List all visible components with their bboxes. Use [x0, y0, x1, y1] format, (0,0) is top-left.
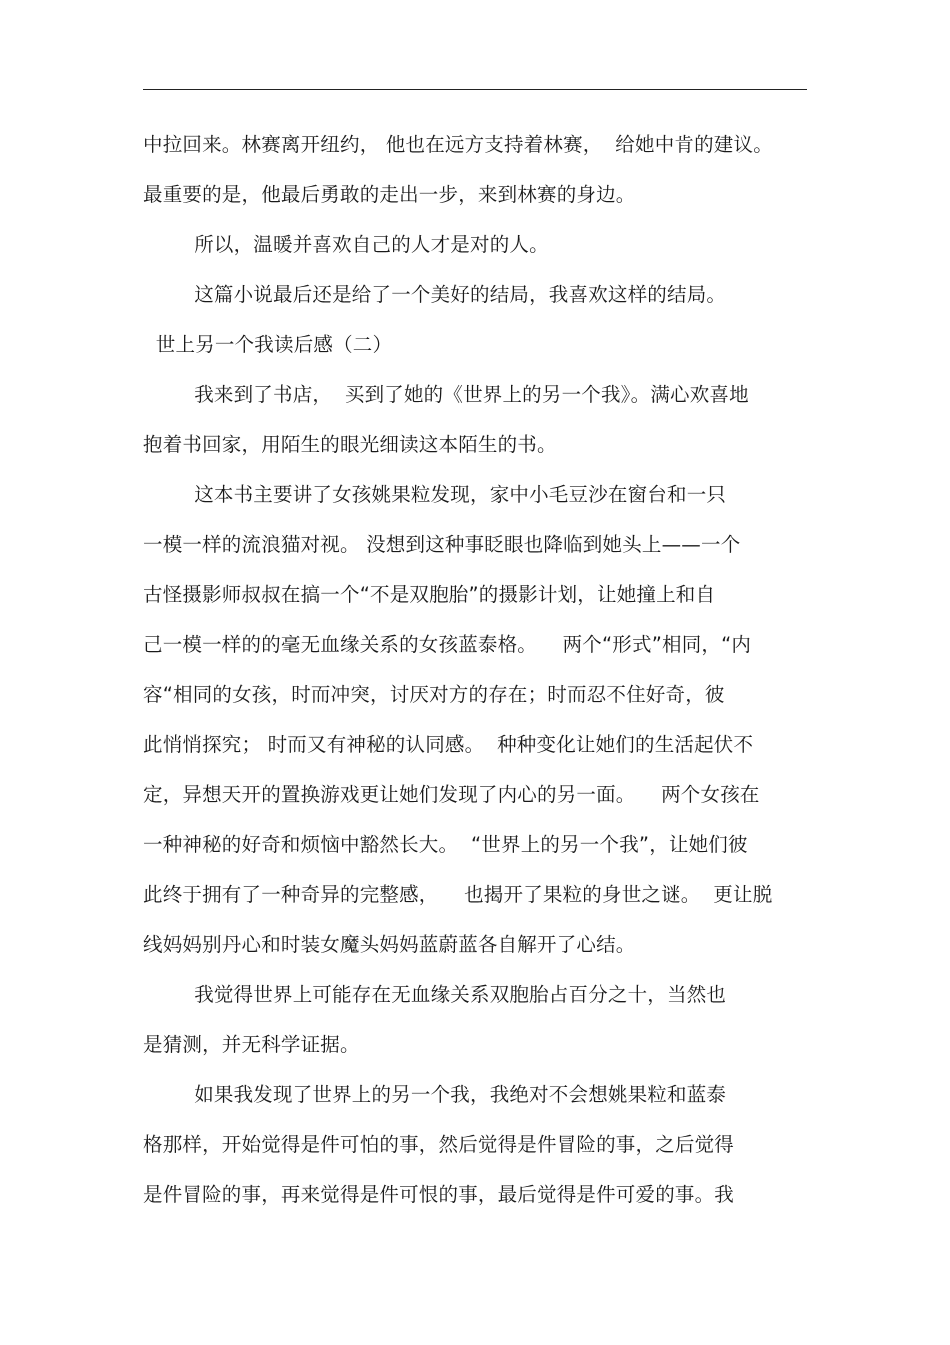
text-line: 最重要的是，他最后勇敢的走出一步，来到林赛的身边。	[143, 183, 636, 206]
header-rule	[143, 89, 807, 90]
text-line: 一种神秘的好奇和烦恼中豁然长大。 “世界上的另一个我”，让她们彼	[143, 833, 748, 856]
text-line: 古怪摄影师叔叔在搞一个“不是双胞胎”的摄影计划，让她撞上和自	[143, 583, 716, 606]
text-line: 中拉回来。林赛离开纽约， 他也在远方支持着林赛， 给她中肯的建议。	[143, 133, 773, 156]
text-line: 我觉得世界上可能存在无血缘关系双胞胎占百分之十，当然也	[143, 983, 727, 1006]
text-line: 定，异想天开的置换游戏更让她们发现了内心的另一面。 两个女孩在	[143, 783, 760, 806]
text-line: 这篇小说最后还是给了一个美好的结局，我喜欢这样的结局。	[143, 283, 727, 306]
text-line: 是件冒险的事，再来觉得是件可恨的事，最后觉得是件可爱的事。我	[143, 1183, 735, 1206]
text-line: 一模一样的流浪猫对视。 没想到这种事眨眼也降临到她头上——一个	[143, 533, 741, 556]
text-line: 这本书主要讲了女孩姚果粒发现，家中小毛豆沙在窗台和一只	[143, 483, 727, 506]
text-line: 我来到了书店， 买到了她的《世界上的另一个我》。满心欢喜地	[143, 383, 749, 406]
section-heading: 世上另一个我读后感（二）	[143, 333, 393, 356]
text-line: 是猜测，并无科学证据。	[143, 1033, 360, 1056]
text-line: 线妈妈别丹心和时装女魔头妈妈蓝蔚蓝各自解开了心结。	[143, 933, 636, 956]
text-line: 如果我发现了世界上的另一个我，我绝对不会想姚果粒和蓝泰	[143, 1083, 727, 1106]
text-line: 抱着书回家，用陌生的眼光细读这本陌生的书。	[143, 433, 557, 456]
text-line: 容“相同的女孩，时而冲突，讨厌对方的存在；时而忍不住好奇，彼	[143, 683, 725, 706]
text-line: 此终于拥有了一种奇异的完整感， 也揭开了果粒的身世之谜。 更让脱	[143, 883, 773, 906]
text-line: 格那样，开始觉得是件可怕的事，然后觉得是件冒险的事，之后觉得	[143, 1133, 735, 1156]
text-line: 此悄悄探究； 时而又有神秘的认同感。 种种变化让她们的生活起伏不	[143, 733, 754, 756]
text-line: 所以，温暖并喜欢自己的人才是对的人。	[143, 233, 549, 256]
text-line: 己一模一样的的毫无血缘关系的女孩蓝泰格。 两个“形式”相同，“内	[143, 633, 752, 656]
